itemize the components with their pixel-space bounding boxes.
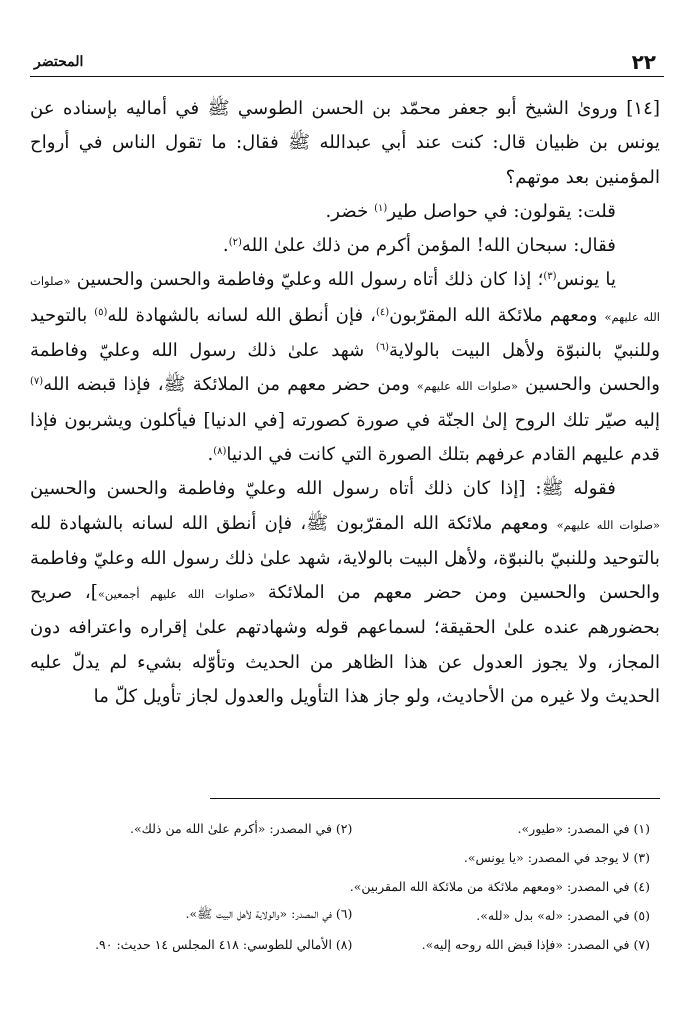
text-run: ومعهم ملائكة الله المقرّبون ﷺ، فإن أنطق الله لسانه بالشهادة لله بالتوحيد وللنبيّ بالنبوّة، ولأهل البيت بالولاية، شهد علىٰ ذلك رسول الله وعليّ وفاطمة والحسن والحسين ومن حضر معهم من الملائكة xyxy=(30,512,660,604)
footnote-divider xyxy=(210,798,660,799)
main-text xyxy=(30,92,660,714)
text-run: . xyxy=(222,235,229,257)
blessing-phrase: «صلوات الله عليهم» xyxy=(416,379,519,394)
footnotes xyxy=(30,814,664,959)
blessing-phrase: «صلوات الله عليهم» xyxy=(556,517,660,532)
text-run: [١٤] وروىٰ الشيخ أبو جعفر محمّد بن الحسن الطوسي ﷺ في أماليه بإسناده عن يونس بن ظبيان قال: كنت عند أبي عبدالله ﷺ فقال: ما تقول الناس في أرواح المؤمنين بعد موتهم؟ xyxy=(30,98,660,188)
blessing-phrase: «صلوات الله عليهم أجمعين» xyxy=(97,587,256,602)
text-run: ]، صريح بحضورهم عنده علىٰ الحقيقة؛ لسماعهم قوله وشهادتهم علىٰ إقراره واعترافه دون المجاز، ولا يجوز العدول عن هذا الظاهر من الحديث وتأوّله بشيء لم يدلّ عليه الحديث ولا غيره من الأحاديث، ولو جاز هذا التأويل والعدول لجاز تأويل كلّ ما xyxy=(30,582,660,708)
page-header xyxy=(30,48,664,77)
text-run: ومعهم ملائكة الله المقرّبون xyxy=(389,304,605,326)
footnote-row xyxy=(30,930,664,959)
paragraph-hadith-body xyxy=(30,263,660,472)
text-run: خضر. xyxy=(325,200,375,222)
footnote-ref: (٨) xyxy=(213,445,227,457)
footnote-2: (٢) في المصدر: «أكرم علىٰ الله من ذلك». xyxy=(129,821,353,836)
text-run: يا يونس xyxy=(556,269,617,291)
text-run: شهد علىٰ ذلك رسول الله وعليّ وفاطمة والحسن والحسين xyxy=(30,340,660,396)
paragraph-hadith-intro xyxy=(30,92,660,195)
blessing-phrase: «صلوات الله عليهم» xyxy=(30,274,661,324)
footnote-8: (٨) الأمالي للطوسي: ٤١٨ المجلس ١٤ حديث: ٩٠. xyxy=(95,937,353,952)
text-run: ، فإن أنطق الله لسانه بالشهادة لله xyxy=(107,304,376,326)
text-run: . xyxy=(207,443,214,465)
text-run: فقال: سبحان الله! المؤمن أكرم من ذلك علىٰ الله xyxy=(241,235,616,257)
footnote-row xyxy=(30,843,664,872)
text-run: بالتوحيد وللنبيّ بالنبوّة ولأهل البيت بالولاية xyxy=(30,304,660,362)
footnote-ref: (٥) xyxy=(94,306,108,318)
footnote-1: (١) في المصدر: «طيور». xyxy=(517,821,650,836)
paragraph-answer xyxy=(30,229,660,263)
footnote-6: (٦) في المصدر: «والولاية لأهل البيت ﷺ». xyxy=(185,906,353,921)
footnote-ref: (٢) xyxy=(228,237,242,249)
footnote-ref: (٦) xyxy=(375,342,390,354)
paragraph-commentary xyxy=(30,472,660,714)
page-number: ٢٢ xyxy=(631,50,656,74)
footnote-row xyxy=(30,814,664,843)
text-run: فقوله ﷺ: [إذا كان ذلك أتاه رسول الله وعليّ وفاطمة والحسن والحسين xyxy=(30,478,616,500)
footnote-4: (٤) في المصدر: «ومعهم ملائكة من ملائكة الله المقربين». xyxy=(349,879,650,894)
footnote-7: (٧) في المصدر: «فإذا قبض الله روحه إليه». xyxy=(421,937,650,952)
text-run: ومن حضر معهم من الملائكة ﷺ، فإذا قبضه الله xyxy=(43,374,417,396)
text-run: إليه صيّر تلك الروح إلىٰ الجنّة في صورة كصورته [في الدنيا] فيأكلون ويشربون فإذا قدم عليهم القادم عرفهم بتلك الصورة التي كانت في الدنيا xyxy=(30,409,660,465)
footnote-row xyxy=(30,901,664,930)
footnote-3: (٣) لا يوجد في المصدر: «يا يونس». xyxy=(463,850,650,865)
text-run: ؛ إذا كان ذلك أتاه رسول الله وعليّ وفاطمة والحسن والحسين xyxy=(70,269,544,291)
footnote-5: (٥) في المصدر: «له» بدل «لله». xyxy=(476,908,650,923)
footnote-ref: (٣) xyxy=(543,271,557,283)
paragraph-question xyxy=(30,195,660,229)
footnote-ref: (٤) xyxy=(376,306,390,318)
running-title: المحتضر xyxy=(34,54,84,70)
footnote-ref: (١) xyxy=(374,202,388,214)
text-run: قلت: يقولون: في حواصل طير xyxy=(387,200,616,222)
footnote-row xyxy=(30,872,664,901)
footnote-ref: (٧) xyxy=(30,376,44,388)
